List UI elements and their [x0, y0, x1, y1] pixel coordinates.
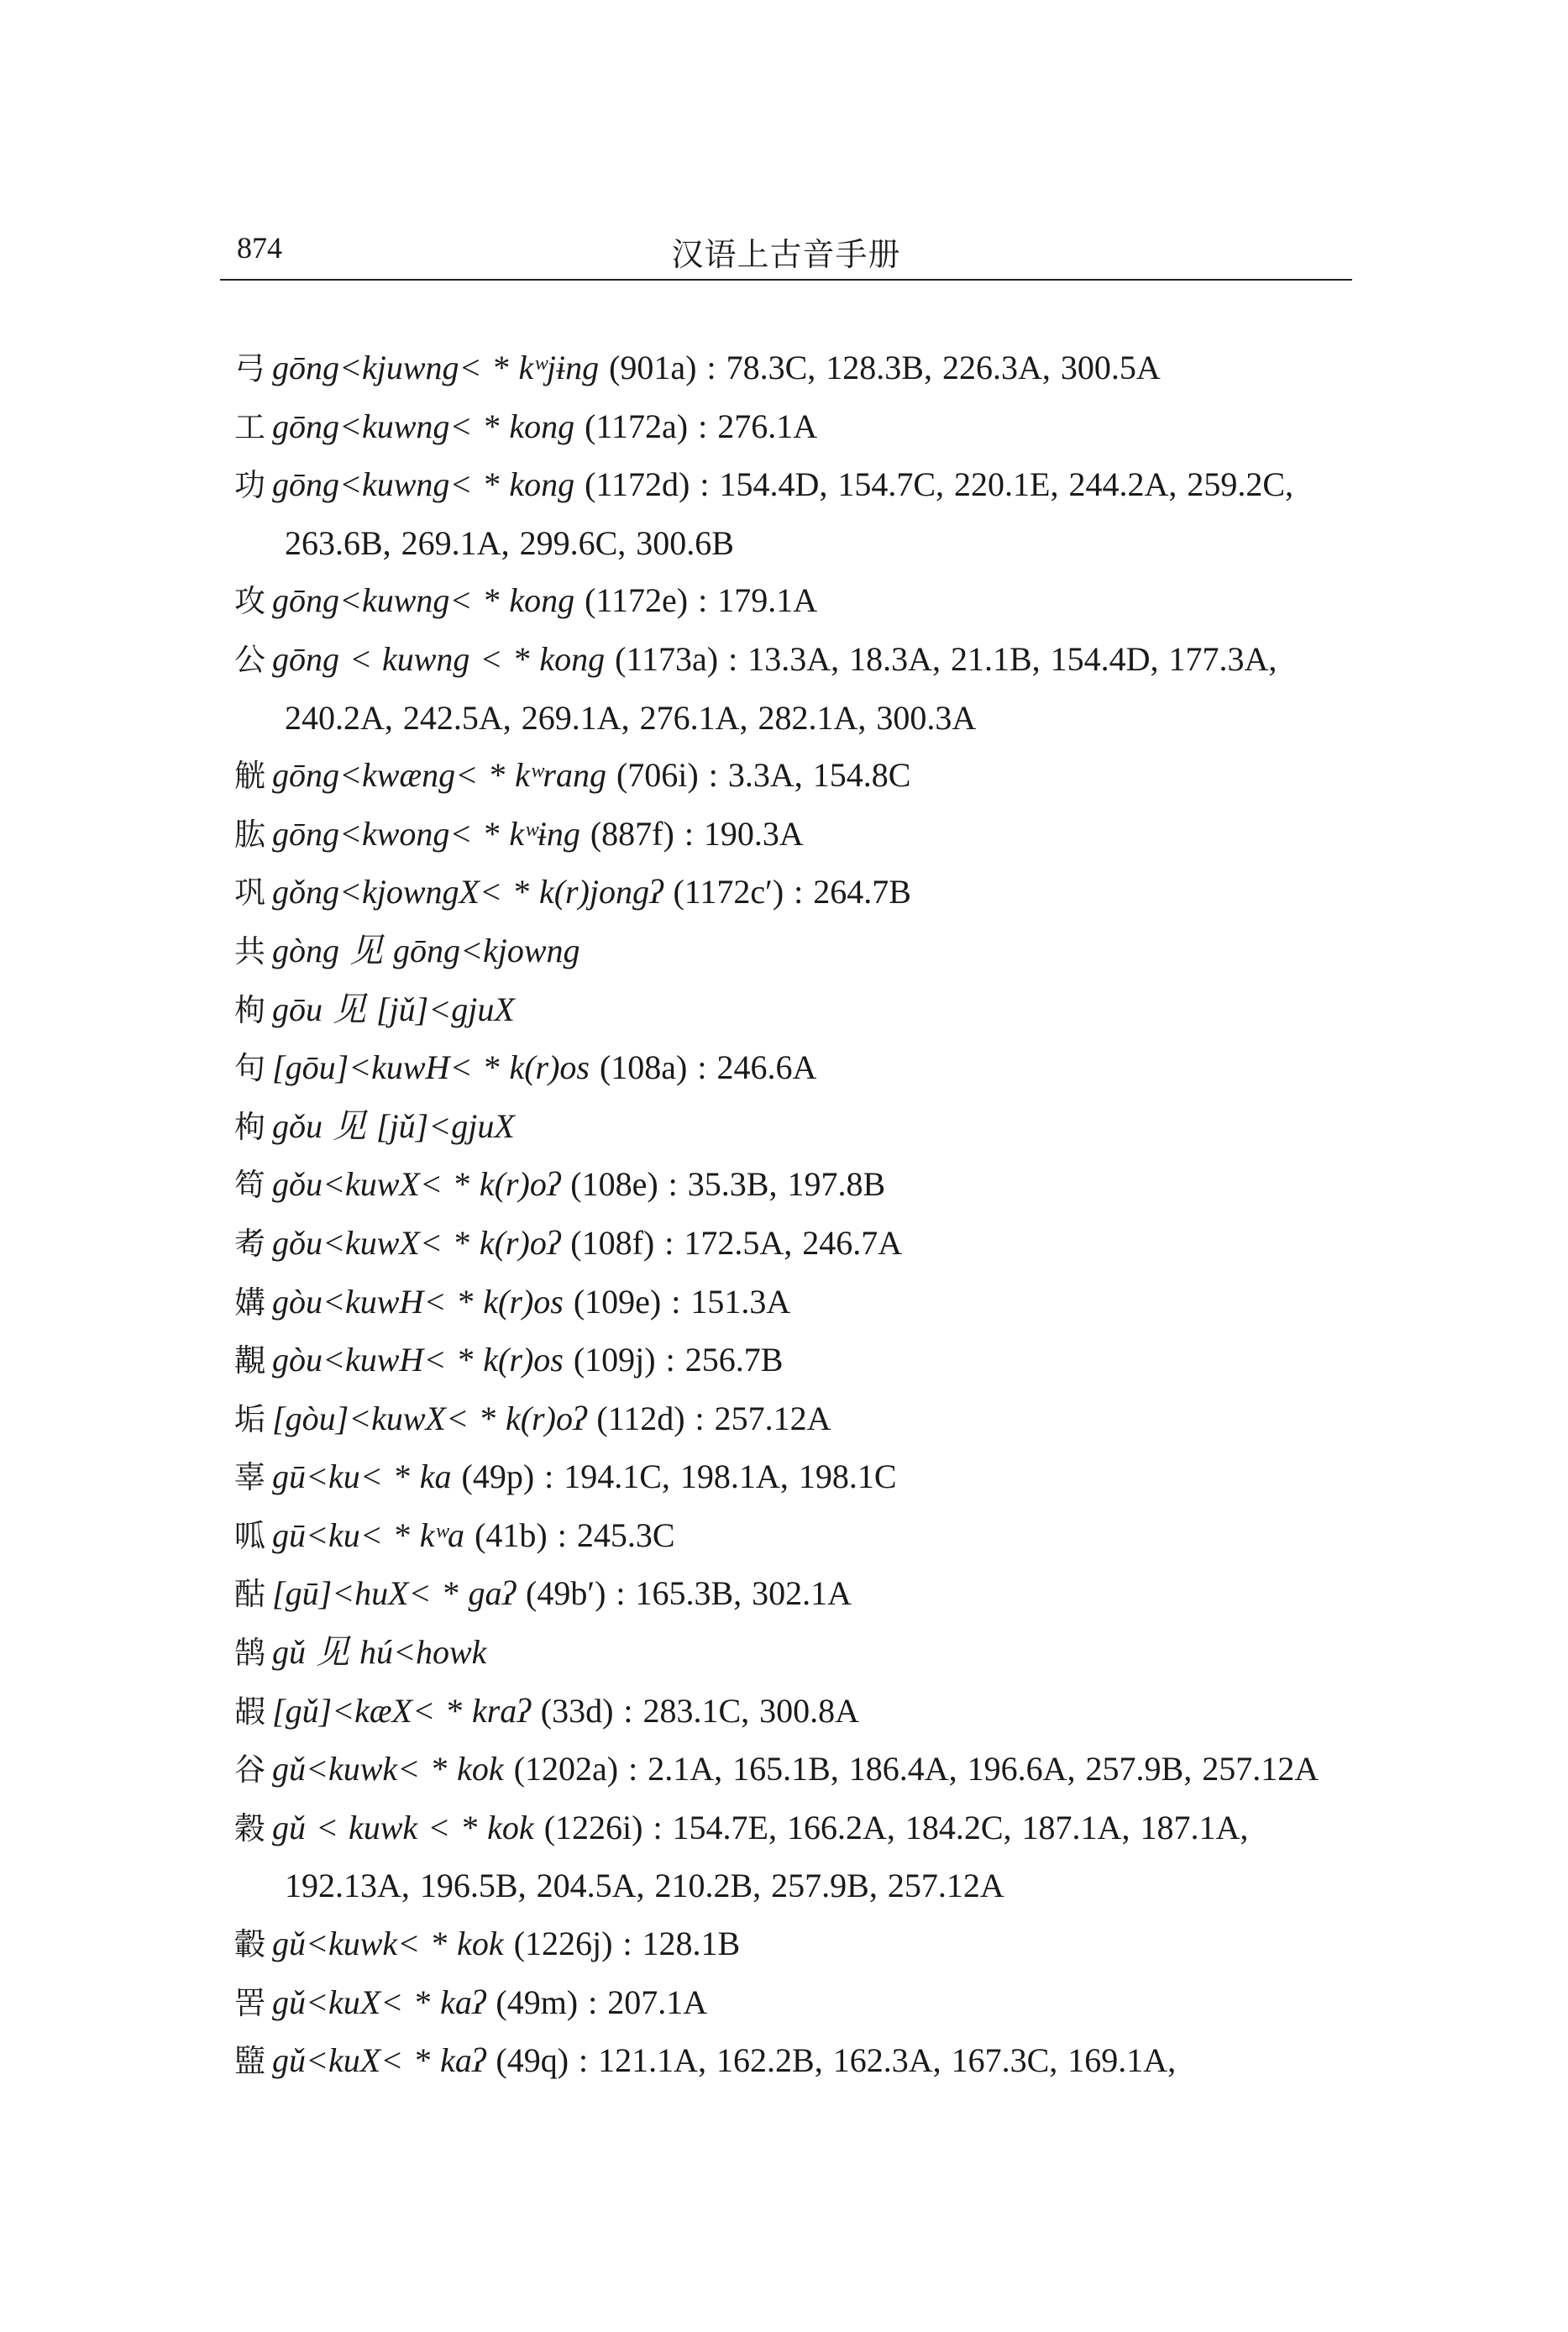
entry-romanization: gū<ku< * kʷa [272, 1515, 465, 1554]
entry-character: 谷 [234, 1752, 265, 1788]
entry-character: 轂 [234, 1926, 265, 1963]
entry-romanization: [gū]<huX< * gaʔ [272, 1574, 516, 1613]
dictionary-entry [234, 1215, 1351, 1274]
entry-character: 辜 [234, 1459, 265, 1496]
entry-references: (887f) : 190.3A [590, 814, 804, 853]
entry-references: (901a) : 78.3C, 128.3B, 226.3A, 300.5A [609, 349, 1161, 386]
entry-romanization: gū<ku< * ka [272, 1458, 452, 1496]
entry-romanization: gǔ<kuwk< * kok [272, 1925, 504, 1963]
entry-romanization: gǔ < kuwk < * kok [272, 1808, 534, 1846]
dictionary-entry [234, 1565, 1351, 1624]
entry-romanization: gōng < kuwng < * kong [272, 639, 606, 678]
entry-romanization: gòu<kuwH< * k(r)os [272, 1282, 564, 1321]
entry-character: 嘏 [234, 1693, 265, 1730]
entry-romanization: gǒu 见 [jǔ]<gjuX [272, 1106, 515, 1145]
dictionary-entry [234, 1507, 1351, 1566]
dictionary-entry [234, 864, 1351, 922]
entry-romanization: gōng<kuwng< * kong [272, 581, 575, 620]
entry-references: (1172d) : 154.4D, 154.7C, 220.1E, 244.2A, 259.2C, 263.6B, 269.1A, 299.6C, 300.6B [285, 465, 1294, 562]
dictionary-entry [234, 572, 1351, 631]
entry-romanization: gòu<kuwH< * k(r)os [272, 1341, 564, 1379]
dictionary-entry [234, 1915, 1351, 1974]
dictionary-entry [234, 398, 1351, 457]
dictionary-entry [234, 1390, 1351, 1449]
entry-romanization: gǔ 见 hú<howk [272, 1633, 487, 1672]
book-title: 汉语上古音手册 [671, 236, 901, 273]
entry-references: (112d) : 257.12A [596, 1399, 831, 1437]
dictionary-entries [234, 339, 1351, 2091]
dictionary-entry [234, 631, 1351, 747]
entry-character: 枸 [234, 991, 265, 1028]
entry-references: (49m) : 207.1A [496, 1983, 708, 2021]
dictionary-entry [234, 1741, 1351, 1799]
entry-references: (1172c′) : 264.7B [673, 873, 911, 911]
entry-character: 句 [234, 1050, 265, 1087]
entry-romanization: gǔ<kuX< * kaʔ [272, 1983, 486, 2021]
entry-romanization: gǔ<kuX< * kaʔ [272, 2041, 486, 2080]
entry-romanization: [gòu]<kuwX< * k(r)oʔ [272, 1399, 587, 1437]
dictionary-entry [234, 1156, 1351, 1215]
entry-character: 盬 [234, 2043, 265, 2080]
entry-references: (1226i) : 154.7E, 166.2A, 184.2C, 187.1A, 187.1A, 192.13A, 196.5B, 204.5A, 210.2B, 257.9B, 257.12A [285, 1808, 1249, 1905]
entry-references: (108e) : 35.3B, 197.8B [570, 1165, 886, 1204]
entry-character: 公 [234, 641, 265, 678]
dictionary-entry [234, 981, 1351, 1040]
entry-character: 鹄 [234, 1635, 265, 1672]
entry-character: 巩 [234, 874, 265, 911]
dictionary-entry [234, 1624, 1351, 1683]
dictionary-entry [234, 747, 1351, 806]
entry-romanization: gǒu<kuwX< * k(r)oʔ [272, 1223, 561, 1262]
entry-character: 弓 [234, 350, 265, 386]
entry-character: 枸 [234, 1108, 265, 1145]
dictionary-entry [234, 806, 1351, 864]
entry-romanization: gǔ<kuwk< * kok [272, 1750, 504, 1788]
dictionary-entry [234, 1274, 1351, 1332]
entry-references: (49p) : 194.1C, 198.1A, 198.1C [461, 1458, 897, 1496]
entry-references: (49q) : 121.1A, 162.2B, 162.3A, 167.3C, 169.1A, [496, 2041, 1177, 2080]
entry-romanization: gòng 见 gōng<kjowng [272, 931, 580, 969]
entry-character: 攻 [234, 583, 265, 620]
entry-references: (1172e) : 179.1A [585, 581, 818, 620]
dictionary-entry [234, 2032, 1351, 2091]
entry-references: (1172a) : 276.1A [585, 407, 818, 445]
entry-character: 共 [234, 932, 265, 969]
entry-character: 覯 [234, 1342, 265, 1379]
entry-character: 罟 [234, 1984, 265, 2021]
entry-character: 肱 [234, 816, 265, 853]
dictionary-entry [234, 1331, 1351, 1390]
entry-romanization: gōng<kwong< * kʷɨng [272, 814, 580, 853]
entry-romanization: gǒu<kuwX< * k(r)oʔ [272, 1165, 561, 1204]
entry-romanization: gōng<kjuwng< * kʷjɨng [272, 349, 600, 386]
page-number: 874 [237, 231, 282, 265]
entry-romanization: gōng<kuwng< * kong [272, 465, 575, 504]
entry-references: (108a) : 246.6A [599, 1048, 817, 1087]
dictionary-entry [234, 1098, 1351, 1157]
dictionary-entry [234, 456, 1351, 572]
entry-references: (706i) : 3.3A, 154.8C [616, 756, 911, 795]
entry-romanization: [gōu]<kuwH< * k(r)os [272, 1048, 590, 1087]
dictionary-entry [234, 1683, 1351, 1741]
running-header [220, 225, 1352, 281]
entry-references: (108f) : 172.5A, 246.7A [570, 1223, 903, 1262]
dictionary-entry [234, 1039, 1351, 1098]
entry-references: (1226j) : 128.1B [513, 1925, 741, 1963]
entry-character: 耇 [234, 1225, 265, 1262]
entry-character: 酤 [234, 1576, 265, 1613]
entry-character: 觥 [234, 758, 265, 795]
entry-romanization: gǒng<kjowngX< * k(r)jongʔ [272, 873, 663, 911]
entry-character: 笱 [234, 1167, 265, 1204]
entry-character: 呱 [234, 1517, 265, 1554]
entry-character: 工 [234, 408, 265, 445]
entry-references: (41b) : 245.3C [475, 1515, 675, 1554]
entry-romanization: [gǔ]<kæX< * kraʔ [272, 1691, 531, 1730]
entry-character: 功 [234, 467, 265, 504]
entry-character: 媾 [234, 1284, 265, 1321]
entry-character: 垢 [234, 1400, 265, 1437]
dictionary-entry [234, 922, 1351, 981]
entry-romanization: gōng<kwæng< * kʷrang [272, 756, 606, 795]
entry-references: (33d) : 283.1C, 300.8A [540, 1691, 860, 1730]
entry-character: 穀 [234, 1809, 265, 1846]
entry-romanization: gōu 见 [jǔ]<gjuX [272, 990, 515, 1028]
entry-references: (1173a) : 13.3A, 18.3A, 21.1B, 154.4D, 177.3A, 240.2A, 242.5A, 269.1A, 276.1A, 282.1A, 300.3A [285, 639, 1277, 737]
dictionary-entry [234, 1799, 1351, 1915]
entry-references: (1202a) : 2.1A, 165.1B, 186.4A, 196.6A, 257.9B, 257.12A [513, 1750, 1319, 1788]
dictionary-entry [234, 1974, 1351, 2033]
dictionary-entry [234, 339, 1351, 398]
dictionary-entry [234, 1448, 1351, 1507]
entry-references: (49b′) : 165.3B, 302.1A [526, 1574, 852, 1613]
entry-references: (109j) : 256.7B [573, 1341, 784, 1379]
entry-romanization: gōng<kuwng< * kong [272, 407, 575, 445]
entry-references: (109e) : 151.3A [573, 1282, 791, 1321]
